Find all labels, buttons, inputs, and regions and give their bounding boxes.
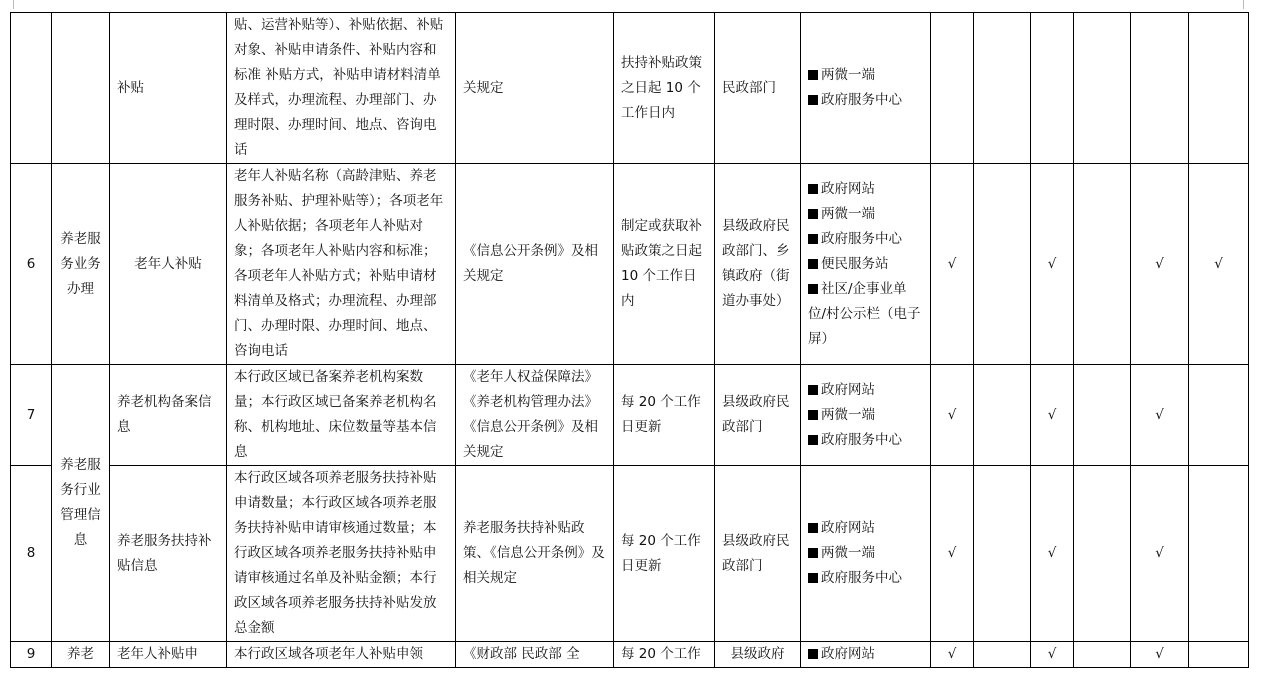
row-content: 本行政区域已备案养老机构案数量；本行政区域已备案养老机构名称、机构地址、床位数量等基本信息 [227,365,456,466]
square-bullet-icon [808,649,818,659]
checkmark-cell [1189,13,1249,164]
row-content: 本行政区域各项养老服务扶持补贴申请数量；本行政区域各项养老服务扶持补贴申请审核通过数量；本行政区域各项养老服务扶持补贴申请审核通过名单及补贴金额；本行政区域各项养老服务扶持补贴发放总金额 [227,466,456,642]
row-subject: 县级政府民政部门、乡镇政府（街道办事处） [715,164,801,365]
checkmark-cell [974,642,1031,668]
channel-item: 便民服务站 [808,252,923,277]
row-subject: 民政部门 [715,13,801,164]
row-channels [801,642,931,668]
row-index: 7 [11,365,52,466]
checkmark-cell: √ [1131,365,1189,466]
channel-item: 政府服务中心 [808,227,923,252]
checkmark-cell: √ [931,164,974,365]
square-bullet-icon [808,284,818,294]
row-category-merged: 养老服务行业管理信息 [52,365,110,642]
checkmark-cell [1074,365,1131,466]
checkmark-cell: √ [931,466,974,642]
row-channels [801,164,931,365]
row-index [11,13,52,164]
square-bullet-icon [808,184,818,194]
row-basis: 养老服务扶持补贴政策、《信息公开条例》及相关规定 [456,466,614,642]
checkmark-cell: √ [1189,164,1249,365]
checkmark-cell [974,466,1031,642]
checkmark-cell [1131,13,1189,164]
checkmark-cell: √ [931,642,974,668]
row-time-limit: 制定或获取补贴政策之日起 10 个工作日内 [614,164,715,365]
checkmark-cell [1189,466,1249,642]
square-bullet-icon [808,523,818,533]
row-subject: 县级政府 [715,642,801,668]
row-index: 8 [11,466,52,642]
checkmark-cell [931,13,974,164]
channel-item: 政府服务中心 [808,88,923,113]
checkmark-cell: √ [1031,164,1074,365]
row-category [52,13,110,164]
square-bullet-icon [808,234,818,244]
channel-item: 政府服务中心 [808,566,923,591]
channel-item: 政府网站 [808,177,923,202]
checkmark-cell [1074,13,1131,164]
row-index: 9 [11,642,52,668]
table-row [11,642,1249,668]
checkmark-cell: √ [1031,466,1074,642]
row-item: 养老机构备案信息 [110,365,227,466]
table-row [11,365,1249,466]
table-row [11,164,1249,365]
checkmark-cell: √ [1031,642,1074,668]
row-channels [801,466,931,642]
square-bullet-icon [808,410,818,420]
square-bullet-icon [808,435,818,445]
checkmark-cell: √ [1131,164,1189,365]
channel-item: 社区/企事业单位/村公示栏（电子屏） [808,280,921,347]
square-bullet-icon [808,385,818,395]
checkmark-cell [1074,642,1131,668]
row-index: 6 [11,164,52,365]
row-basis: 《财政部 民政部 全 [456,642,614,668]
channel-item: 两微一端 [808,202,923,227]
channel-item: 政府网站 [808,378,923,403]
row-content: 本行政区域各项老年人补贴申领 [227,642,456,668]
checkmark-cell [1031,13,1074,164]
page-corner-mark [13,0,14,9]
channel-item: 两微一端 [808,403,923,428]
checkmark-cell [1189,642,1249,668]
checkmark-cell: √ [931,365,974,466]
checkmark-cell: √ [1131,642,1189,668]
row-item: 补贴 [110,13,227,164]
square-bullet-icon [808,259,818,269]
channel-item: 政府服务中心 [808,428,923,453]
checkmark-cell [1189,365,1249,466]
checkmark-cell [1074,466,1131,642]
channel-item: 两微一端 [808,541,923,566]
row-category: 养老 [52,642,110,668]
row-item: 养老服务扶持补贴信息 [110,466,227,642]
row-time-limit: 每 20 个工作日更新 [614,365,715,466]
channel-item: 政府网站 [808,516,923,541]
row-content: 贴、运营补贴等）、补贴依据、补贴对象、补贴申请条件、补贴内容和标准 补贴方式，补贴申请材料清单及样式，办理流程、办理部门、办理时限、办理时间、地点、咨询电话 [227,13,456,164]
row-item: 老年人补贴申 [110,642,227,668]
checkmark-cell [974,365,1031,466]
checkmark-cell: √ [1131,466,1189,642]
row-time-limit: 每 20 个工作 [614,642,715,668]
row-time-limit: 扶持补贴政策之日起 10 个工作日内 [614,13,715,164]
channel-item: 两微一端 [808,63,923,88]
row-channels [801,13,931,164]
square-bullet-icon [808,573,818,583]
disclosure-table [10,12,1249,668]
row-basis: 关规定 [456,13,614,164]
row-content: 老年人补贴名称（高龄津贴、养老服务补贴、护理补贴等）；各项老年人补贴依据；各项老年人补贴对象；各项老年人补贴内容和标准；各项老年人补贴方式；补贴申请材料清单及格式；办理流程、办理部门、办理时限、办理时间、地点、咨询电话 [227,164,456,365]
row-subject: 县级政府民政部门 [715,466,801,642]
row-basis: 《信息公开条例》及相关规定 [456,164,614,365]
square-bullet-icon [808,548,818,558]
square-bullet-icon [808,95,818,105]
row-item: 老年人补贴 [110,164,227,365]
row-time-limit: 每 20 个工作日更新 [614,466,715,642]
row-category: 养老服务业务办理 [52,164,110,365]
row-channels [801,365,931,466]
row-basis: 《老年人权益保障法》《养老机构管理办法》《信息公开条例》及相关规定 [456,365,614,466]
row-subject: 县级政府民政部门 [715,365,801,466]
checkmark-cell [974,164,1031,365]
checkmark-cell: √ [1031,365,1074,466]
page-corner-mark [1243,0,1244,9]
checkmark-cell [974,13,1031,164]
checkmark-cell [1074,164,1131,365]
channel-item: 政府网站 [808,642,923,667]
square-bullet-icon [808,70,818,80]
table-row [11,13,1249,164]
table-row [11,466,1249,642]
square-bullet-icon [808,209,818,219]
